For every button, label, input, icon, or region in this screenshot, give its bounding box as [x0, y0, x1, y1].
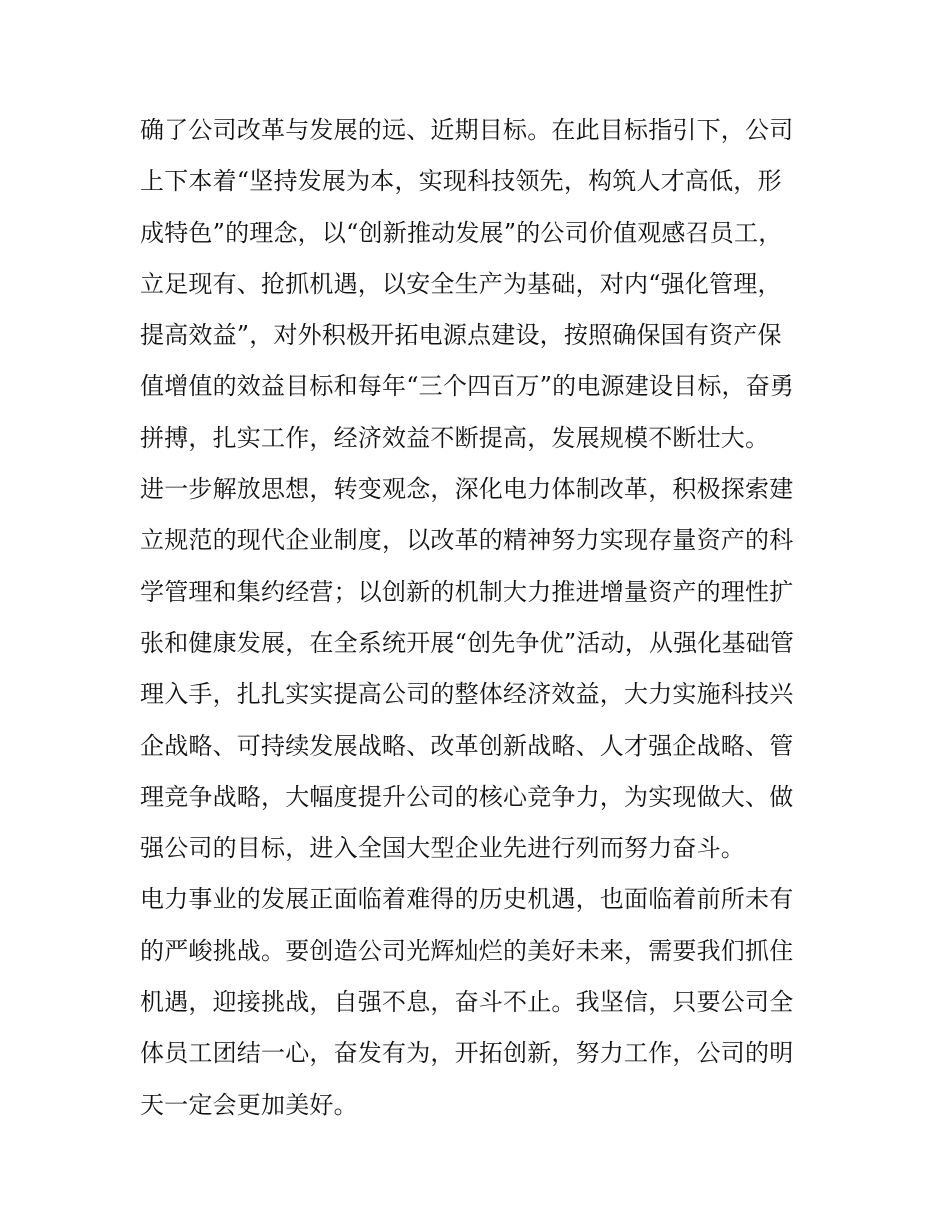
text-line: 企战略、可持续发展战略、改革创新战略、人才强企战略、管: [140, 731, 794, 760]
text-line: 立足现有、抢抓机遇，以安全生产为基础，对内“强化管理，: [140, 269, 782, 298]
text-line: 机遇，迎接挑战，自强不息，奋斗不止。我坚信，只要公司全: [140, 988, 794, 1017]
text-line: 张和健康发展，在全系统开展“创先争优”活动，从强化基础管: [140, 628, 795, 657]
text-line: 值增值的效益目标和每年“三个四百万”的电源建设目标，奋勇: [140, 372, 795, 401]
text-line: 确了公司改革与发展的远、近期目标。在此目标指引下，公司: [140, 116, 794, 144]
text-line: 天一定会更加美好。: [140, 1090, 358, 1119]
text-line: 拼搏，扎实工作，经济效益不断提高，发展规模不断壮大。: [140, 423, 770, 452]
text-line: 电力事业的发展正面临着难得的历史机遇，也面临着前所未有: [140, 885, 794, 914]
text-line: 理入手，扎扎实实提高公司的整体经济效益，大力实施科技兴: [140, 680, 794, 709]
text-line: 成特色”的理念，以“创新推动发展”的公司价值观感召员工，: [140, 218, 783, 247]
text-line: 上下本着“坚持发展为本，实现科技领先，构筑人才高低，形: [140, 167, 782, 196]
body-text: [140, 105, 820, 1131]
text-line: 理竞争战略，大幅度提升公司的核心竞争力，为实现做大、做: [140, 782, 794, 811]
text-line: 强公司的目标，进入全国大型企业先进行列而努力奋斗。: [140, 834, 745, 863]
text-line: 立规范的现代企业制度，以改革的精神努力实现存量资产的科: [140, 526, 794, 555]
text-line: 体员工团结一心，奋发有为，开拓创新，努力工作，公司的明: [140, 1039, 794, 1068]
text-line: 学管理和集约经营；以创新的机制大力推进增量资产的理性扩: [140, 577, 794, 606]
text-line: 提高效益”，对外积极开拓电源点建设，按照确保国有资产保: [140, 321, 782, 350]
text-line: 的严峻挑战。要创造公司光辉灿烂的美好未来，需要我们抓住: [140, 936, 794, 965]
text-line: 进一步解放思想，转变观念，深化电力体制改革，积极探索建: [140, 475, 794, 504]
